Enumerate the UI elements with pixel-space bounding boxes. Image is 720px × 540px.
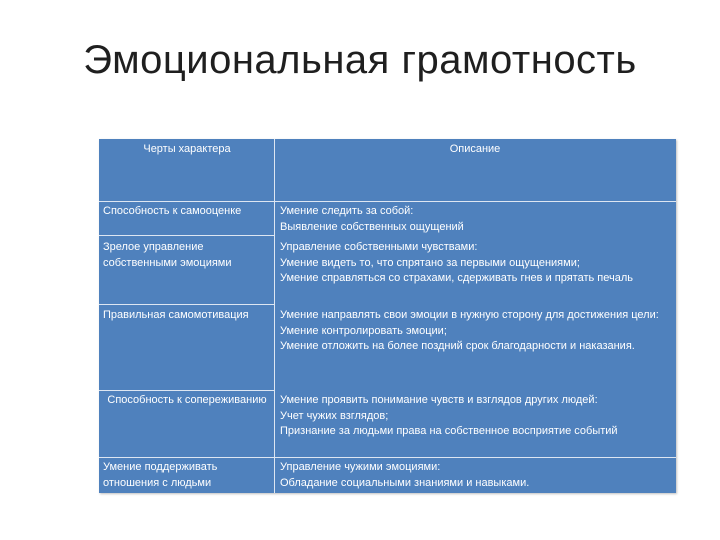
row-divider: [99, 304, 274, 305]
header-traits: Черты характера: [143, 143, 231, 155]
description-cell: [280, 204, 670, 235]
description-line: Управление чужими эмоциями:: [280, 461, 441, 473]
description-line: Учет чужих взглядов;: [280, 409, 389, 422]
description-line: Умение контролировать эмоции;: [280, 324, 447, 337]
description-line: Выявление собственных ощущений: [280, 220, 464, 233]
description-line: Обладание социальными знаниями и навыками.: [280, 476, 530, 489]
description-line: Умение видеть то, что спрятано за первыми ощущениями;: [280, 256, 580, 269]
header-description: Описание: [449, 143, 501, 155]
description-line: Умение следить за собой:: [280, 205, 414, 217]
description-cell: [280, 460, 670, 491]
description-cell: [280, 393, 670, 440]
description-line: Признание за людьми права на собственное восприятие событий: [280, 425, 618, 437]
row-divider: [99, 235, 274, 236]
slide-title: Эмоциональная грамотность: [83, 38, 637, 82]
description-line: Умение справляться со страхами, сдерживать гнев и прятать печаль: [280, 272, 634, 284]
row-divider: [99, 390, 274, 391]
trait-cell: Способность к сопереживанию: [107, 394, 267, 406]
description-cell: [280, 240, 670, 287]
column-divider: [274, 139, 275, 493]
trait-cell: Умение поддерживать отношения с людьми: [103, 461, 218, 489]
description-cell: [280, 308, 670, 355]
traits-table: [99, 139, 676, 493]
header-divider: [99, 201, 676, 202]
description-line: Управление собственными чувствами:: [280, 241, 478, 253]
trait-cell: Способность к самооценке: [103, 205, 242, 217]
description-line: Умение проявить понимание чувств и взглядов других людей:: [280, 394, 598, 406]
description-line: Умение отложить на более поздний срок благодарности и наказания.: [280, 340, 635, 352]
description-line: Умение направлять свои эмоции в нужную сторону для достижения цели:: [280, 309, 659, 321]
trait-cell: Зрелое управление собственными эмоциями: [103, 241, 232, 269]
row-divider: [99, 457, 676, 458]
trait-cell: Правильная самомотивация: [103, 309, 249, 321]
